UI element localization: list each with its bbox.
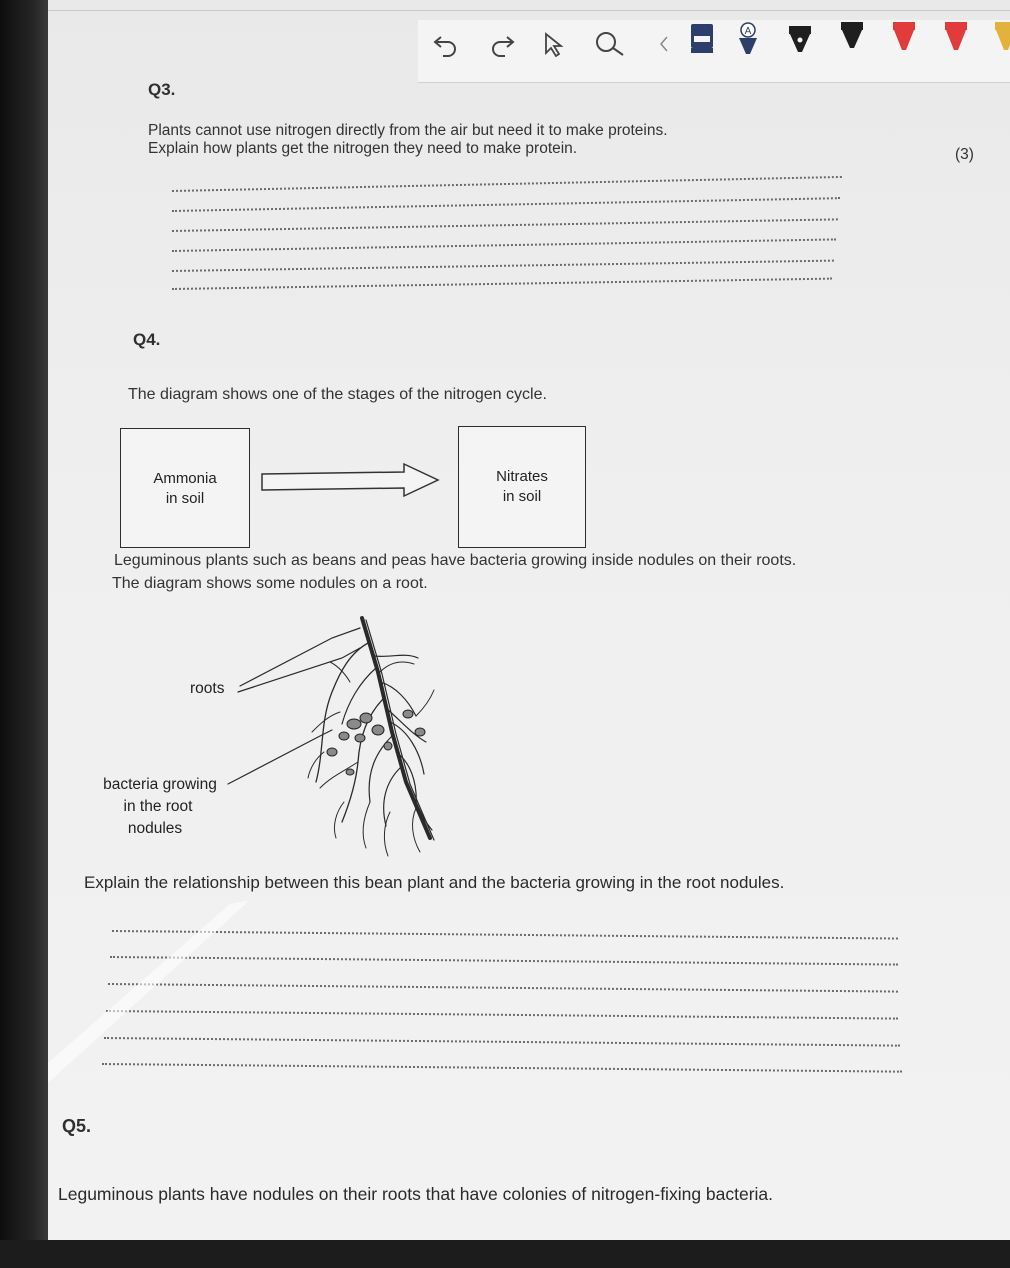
q3-question-line1: Plants cannot use nitrogen directly from the air but need it to make proteins. <box>148 122 668 139</box>
annotation-toolbar <box>418 20 1010 83</box>
pen-black-2-icon[interactable] <box>838 20 866 66</box>
search-icon[interactable] <box>590 24 630 64</box>
q3-question-line2: Explain how plants get the nitrogen they need to make protein. <box>148 140 578 157</box>
bacteria-label-line2: in the root <box>123 798 193 815</box>
q4-label: Q4. <box>133 330 161 349</box>
q3-marks: (3) <box>955 146 974 163</box>
q4-legume-text: Leguminous plants such as beans and peas have bacteria growing inside nodules on their roots. <box>114 552 797 569</box>
device-bezel-left <box>0 0 48 1268</box>
pen-red-2-icon[interactable] <box>942 20 970 66</box>
ammonia-label-line1: Ammonia <box>153 470 217 487</box>
q3-answer-line[interactable] <box>172 278 832 290</box>
pen-black-icon[interactable] <box>786 20 814 66</box>
pen-text-icon[interactable] <box>734 20 762 66</box>
q4-nodules-text: The diagram shows some nodules on a root. <box>112 575 428 592</box>
q3-answer-line[interactable] <box>172 176 842 192</box>
q3-answer-line[interactable] <box>172 197 840 212</box>
chevron-left-icon[interactable] <box>644 24 684 64</box>
svg-text:A: A <box>744 26 752 37</box>
divider <box>48 10 1010 11</box>
nitrates-box <box>458 426 586 548</box>
q5-text: Leguminous plants have nodules on their roots that have colonies of nitrogen-fixing bacteria. <box>58 1184 774 1204</box>
ammonia-label-line2: in soil <box>165 490 205 507</box>
redo-icon[interactable] <box>482 24 522 64</box>
pointer-icon[interactable] <box>532 24 572 64</box>
bacteria-label-line1: bacteria growing <box>103 776 217 793</box>
q4-intro: The diagram shows one of the stages of the nitrogen cycle. <box>128 386 547 403</box>
q3-answer-line[interactable] <box>172 260 834 272</box>
arrow-icon <box>256 460 446 502</box>
q3-answer-line[interactable] <box>172 218 838 232</box>
ammonia-box <box>120 428 250 548</box>
q3-answer-line[interactable] <box>172 238 836 252</box>
device-bezel-bottom <box>0 1240 1010 1268</box>
nitrates-label-line2: in soil <box>502 488 542 505</box>
undo-icon[interactable] <box>426 24 466 64</box>
q5-label: Q5. <box>62 1116 92 1136</box>
root-nodules-diagram <box>220 612 460 867</box>
q3-label: Q3. <box>148 80 176 99</box>
roots-label: roots <box>190 680 225 697</box>
q4-explain: Explain the relationship between this bean plant and the bacteria growing in the root nodules. <box>84 873 785 892</box>
nitrates-label-line1: Nitrates <box>496 468 548 485</box>
pen-yellow-icon[interactable] <box>992 20 1010 66</box>
pen-red-icon[interactable] <box>890 20 918 66</box>
highlighter-navy-icon[interactable] <box>688 20 716 66</box>
bacteria-label-line3: nodules <box>127 820 183 837</box>
